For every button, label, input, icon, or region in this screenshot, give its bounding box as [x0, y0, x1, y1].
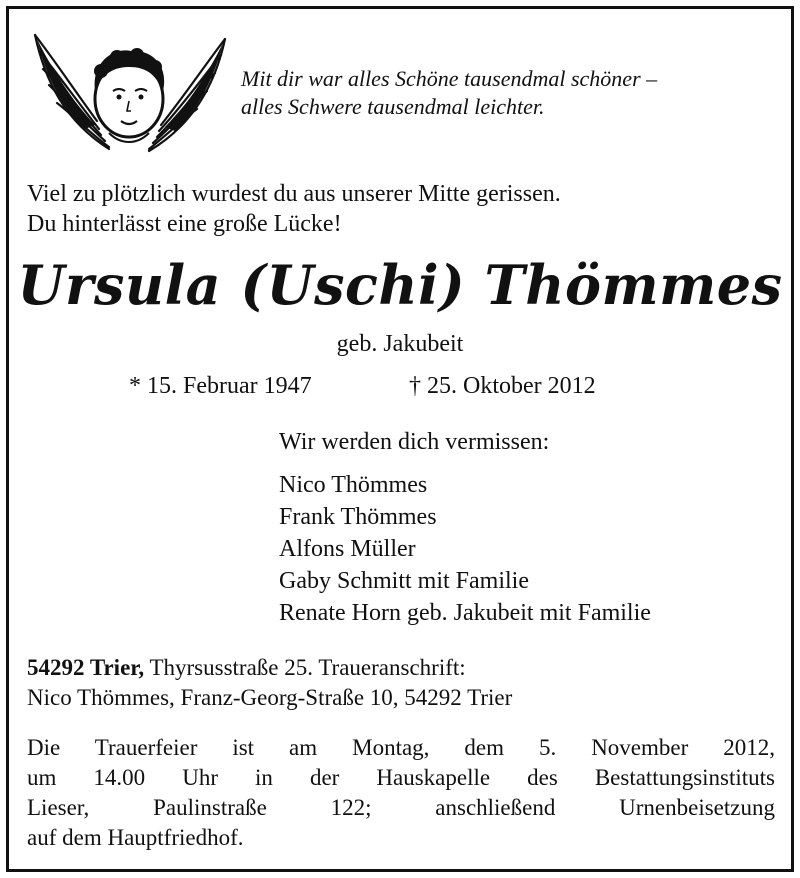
address-city: 54292 Trier,: [27, 655, 145, 680]
birth-date: * 15. Februar 1947: [129, 373, 312, 399]
address-line: Nico Thömmes, Franz-Georg-Straße 10, 54292 Trier: [27, 685, 513, 710]
angel-icon: [25, 21, 235, 161]
address: [27, 653, 512, 713]
mourner-name: Gaby Schmitt mit Familie: [279, 568, 529, 594]
signoff: Wir werden dich vermissen:: [279, 429, 550, 455]
mourner-list: [279, 469, 651, 629]
service-line: Lieser, Paulinstraße 122; anschließend Urnenbeisetzung: [27, 795, 775, 820]
service-line: um 14.00 Uhr in der Hauskapelle des Bestattungsinstituts: [27, 765, 775, 790]
mourner-name: Nico Thömmes: [279, 472, 428, 498]
mourner-name: Renate Horn geb. Jakubeit mit Familie: [279, 600, 651, 626]
birth-name: geb. Jakubeit: [336, 331, 464, 357]
death-date: † 25. Oktober 2012: [409, 373, 596, 399]
quote-line: Mit dir war alles Schöne tausendmal schöner –: [241, 66, 658, 91]
address-street: Thyrsusstraße 25. Traueranschrift:: [144, 655, 466, 680]
intro-line: Du hinterlässt eine große Lücke!: [27, 211, 342, 237]
service-line: Die Trauerfeier ist am Montag, dem 5. November 2012,: [27, 735, 775, 760]
service-info: [27, 733, 775, 853]
quote: [241, 65, 657, 121]
quote-line: alles Schwere tausendmal leichter.: [241, 94, 545, 119]
deceased-name: Ursula (Uschi) Thömmes: [17, 253, 783, 317]
address-line: [27, 653, 512, 683]
intro-line: Viel zu plötzlich wurdest du aus unserer Mitte gerissen.: [27, 181, 561, 207]
service-line: auf dem Hauptfriedhof.: [27, 825, 244, 850]
obituary-notice: [6, 6, 794, 872]
mourner-name: Alfons Müller: [279, 536, 416, 562]
intro-text: [27, 179, 561, 239]
mourner-name: Frank Thömmes: [279, 504, 437, 530]
